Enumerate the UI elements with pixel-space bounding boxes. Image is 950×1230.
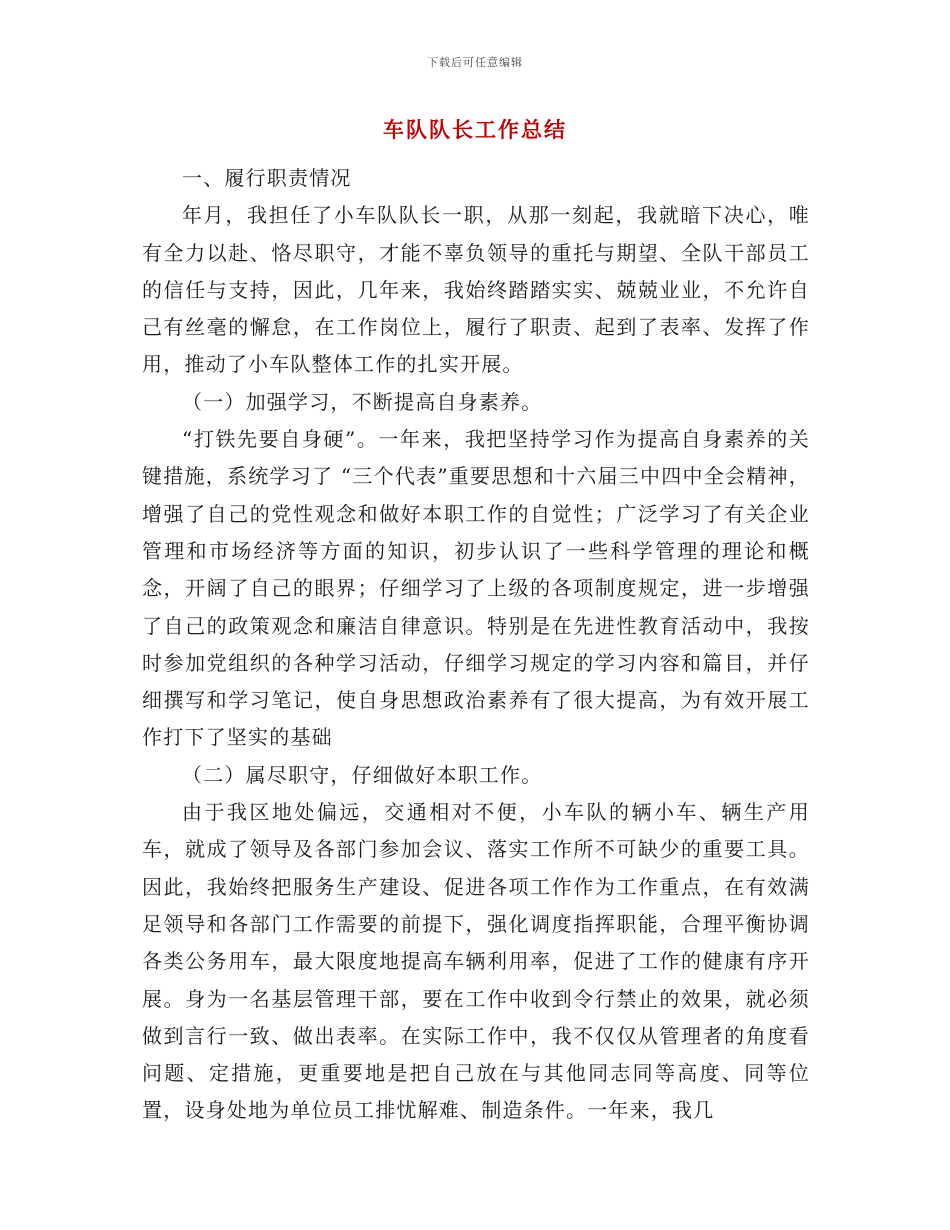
section-heading-1: 一、履行职责情况 [182, 166, 352, 190]
paragraph-1: 年月，我担任了小车队队长一职，从那一刻起，我就暗下决心，唯有全力以赴、恪尽职守，才能不辜负领导的重托与期望、全队干部员工的信任与支持，因此，几年来，我始终踏踏实实、兢兢业业，不允许自己有丝毫的懈怠，在工作岗位上，履行了职责、起到了表率、发挥了作用，推动了小车队整体工作的扎实开展。 [142, 203, 810, 377]
paragraph-3: 由于我区地处偏远，交通相对不便，小车队的辆小车、辆生产用车，就成了领导及各部门参加会议、落实工作所不可缺少的重要工具。因此，我始终把服务生产建设、促进各项工作作为工作重点，在有效满足领导和各部门工作需要的前提下，强化调度指挥职能，合理平衡协调各类公务用车，最大限度地提高车辆利用率，促进了工作的健康有序开展。身为一名基层管理干部，要在工作中收到令行禁止的效果，就必须做到言行一致、做出表率。在实际工作中，我不仅仅从管理者的角度看问题、定措施，更重要地是把自己放在与其他同志同等高度、同等位置，设身处地为单位员工排忧解难、制造条件。一年来，我几 [142, 800, 810, 1123]
subheading-1: （一）加强学习，不断提高自身素养。 [182, 389, 543, 414]
paragraph-2: “打铁先要自身硬”。一年来，我把坚持学习作为提高自身素养的关键措施，系统学习了 “三个代表”重要思想和十六届三中四中全会精神，增强了自己的党性观念和做好本职工作的自觉性；广泛学习了有关企业管理和市场经济等方面的知识，初步认识了一些科学管理的理论和概念，开阔了自己的眼界；仔细学习了上级的各项制度规定，进一步增强了自己的政策观念和廉洁自律意识。特别是在先进性教育活动中，我按时参加党组织的各种学习活动，仔细学习规定的学习内容和篇目，并仔细撰写和学习笔记，使自身思想政治素养有了很大提高，为有效开展工作打下了坚实的基础 [142, 427, 810, 750]
document-body [142, 160, 810, 1130]
subheading-2: （二）属尽职守，仔细做好本职工作。 [182, 762, 543, 787]
document-title: 车队队长工作总结 [383, 117, 567, 142]
header-note: 下载后可任意编辑 [427, 56, 523, 69]
